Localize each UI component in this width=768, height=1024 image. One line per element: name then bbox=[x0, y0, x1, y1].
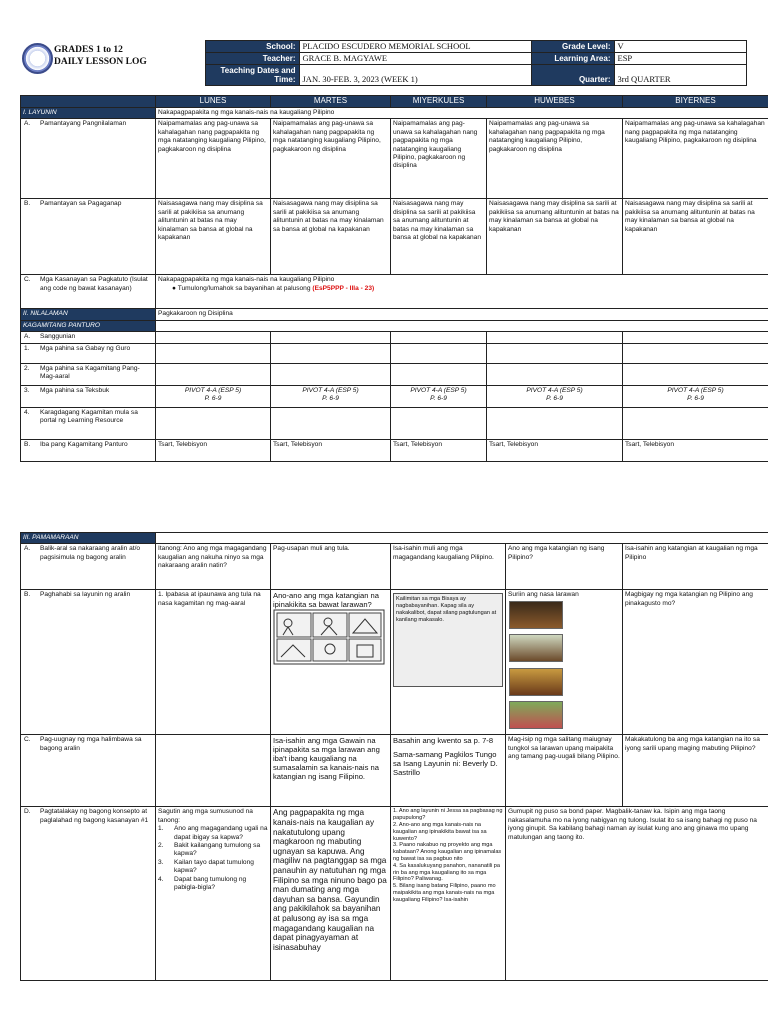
cell-blank bbox=[271, 363, 391, 385]
cell-iba-biyernes: Tsart, Telebisyon bbox=[623, 439, 768, 461]
kasanayan-bullet: ● Tumulong/lumahok sa bayanihan at palusong (EsP5PPP - IIIa - 23) bbox=[172, 284, 375, 292]
rd-lunes-intro: Sagutin ang mga sumusunod na tanong: bbox=[158, 808, 253, 824]
cell-blank bbox=[391, 343, 487, 363]
row-label: Iba pang Kagamitang Panturo bbox=[40, 440, 128, 448]
dates-value: JAN. 30-FEB. 3, 2023 (WEEK 1) bbox=[299, 65, 531, 86]
area-label: Learning Area: bbox=[531, 53, 614, 65]
kasanayan-code: (EsP5PPP - IIIa - 23) bbox=[312, 284, 375, 292]
header-logo-cell bbox=[20, 41, 205, 86]
rd-question-text: Dapat bang tumulong ng pabigla-bigla? bbox=[174, 875, 247, 892]
teksbuk-line2: P. 6-9 bbox=[204, 395, 222, 403]
cell-rd-lunes bbox=[156, 807, 271, 981]
rc-miyerkules-line1: Basahin ang kwento sa p. 7-8 bbox=[393, 736, 494, 746]
cell-rc-miyerkules bbox=[391, 735, 506, 807]
cell-rc-huwebes: Mag-isip ng mga salitang maiugnay tungkol sa larawan upang maipakita ang tamang pag-uugali bilang Pilipino. bbox=[506, 735, 623, 807]
row-label-kagamitang-pang-mag-aaral bbox=[21, 363, 156, 385]
row-label-pagtatalakay bbox=[21, 807, 156, 981]
section-kagamitan: KAGAMITANG PANTURO bbox=[21, 320, 156, 331]
quarter-value: 3rd QUARTER bbox=[614, 65, 746, 86]
row-num: A. bbox=[24, 545, 31, 553]
school-value: PLACIDO ESCUDERO MEMORIAL SCHOOL bbox=[299, 41, 531, 53]
row-label: Paghahabi sa layunin ng aralin bbox=[40, 591, 131, 599]
photo-2-image bbox=[509, 634, 563, 662]
teksbuk-line1: PIVOT 4-A (ESP 5) bbox=[526, 386, 583, 394]
section-nilalaman: II. NILALAMAN bbox=[21, 309, 156, 320]
row-num: B. bbox=[24, 200, 31, 208]
row-label-teksbuk bbox=[21, 385, 156, 407]
cell-blank bbox=[156, 343, 271, 363]
nilalaman-text: Pagkakaroon ng Disiplina bbox=[156, 309, 768, 320]
rd-question bbox=[158, 825, 268, 842]
cell-teksbuk-huwebes bbox=[487, 385, 623, 407]
rd-question bbox=[158, 842, 268, 859]
cell-teksbuk-biyernes bbox=[623, 385, 768, 407]
cell-blank bbox=[156, 363, 271, 385]
cell-kasanayan bbox=[156, 275, 768, 309]
cell-ra-biyernes: Isa-isahin ang katangian at kaugalian ng mga Pilipino bbox=[623, 544, 768, 590]
cell-rc-biyernes: Makakatulong ba ang mga katangian na ito sa iyong sarili upang maging mabuting Pilipino? bbox=[623, 735, 768, 807]
teksbuk-line2: P. 6-9 bbox=[546, 395, 563, 403]
cell-b-biyernes: Naisasagawa nang may disiplina sa sarili at pakikiisa sa anumang alituntunin at batas na may kinalaman sa bansa at global na kapakanan bbox=[623, 199, 768, 275]
cell-blank bbox=[487, 332, 623, 343]
rd-miyerkules-q3: 3. Paano nakabuo ng proyekto ang mga kabataan? Anong kaugalian ang ipinamalas ng bawat isa sa pagbuo nito bbox=[393, 842, 502, 863]
title-line2: DAILY LESSON LOG bbox=[54, 56, 147, 67]
row-num: B. bbox=[24, 440, 31, 448]
rd-miyerkules-q4: 4. Sa kasalukuyang panahon, nananatili pa rin ba ang mga kaugaliang ito sa mga Filipino? Paliwanag. bbox=[393, 862, 500, 883]
row-label-pamantayang-pangnilalaman bbox=[21, 119, 156, 199]
cell-teksbuk-miyerkules bbox=[391, 385, 487, 407]
section-pamamaraan: III. PAMAMARAAN bbox=[21, 533, 156, 544]
cell-blank bbox=[271, 407, 391, 439]
lesson-table-objectives bbox=[20, 95, 768, 462]
teksbuk-line1: PIVOT 4-A (ESP 5) bbox=[302, 386, 359, 394]
cell-blank bbox=[623, 332, 768, 343]
row-label: Sanggunian bbox=[40, 333, 76, 341]
rb-huwebes-text: Suriin ang nasa larawan bbox=[508, 591, 579, 599]
cell-ra-lunes: Itanong: Ano ang mga magagandang kaugalian ang nakuha ninyo sa mga nakaraang aralin natin? bbox=[156, 544, 271, 590]
row-label-pag-uugnay bbox=[21, 735, 156, 807]
cell-b-miyerkules: Naisasagawa nang may disiplina sa sarili at pakikiisa sa anumang alituntunin at batas na may kinalaman sa bansa at global na kapakanan bbox=[391, 199, 487, 275]
lesson-table-procedure bbox=[20, 532, 768, 981]
cell-a-martes: Naipamamalas ang pag-unawa sa kahalagahan nang pagpapakita ng mga natatanging kaugaliang Pilipino, pagkakaroon ng disiplina bbox=[271, 119, 391, 199]
deped-seal-icon bbox=[22, 43, 53, 74]
cell-b-martes: Naisasagawa nang may disiplina sa sarili at pakikiisa sa anumang alituntunin at batas na may kinalaman sa bansa at global na kapakanan bbox=[271, 199, 391, 275]
cell-rb-miyerkules bbox=[391, 590, 506, 735]
teksbuk-line2: P. 6-9 bbox=[322, 395, 339, 403]
cell-blank bbox=[156, 735, 271, 807]
grade-value: V bbox=[614, 41, 746, 53]
photo-4-image bbox=[509, 701, 563, 729]
row-num: B. bbox=[24, 591, 31, 599]
row-label: Karagdagang Kagamitan mula sa portal ng Learning Resource bbox=[40, 408, 138, 425]
quarter-label: Quarter: bbox=[531, 65, 614, 86]
row-num: A. bbox=[24, 333, 31, 341]
cell-a-huwebes: Naipamamalas ang pag-unawa sa kahalagahan nang pagpapakita ng mga natatanging kaugaliang Pilipino, pagkakaroon ng disiplina bbox=[487, 119, 623, 199]
cell-a-miyerkules: Naipamamalas ang pag-unawa sa kahalagahan nang pagpapakita ng mga natatanging kaugaliang Pilipino, pagkakaroon ng disiplina bbox=[391, 119, 487, 199]
teksbuk-line2: P. 6-9 bbox=[430, 395, 447, 403]
dates-label: Teaching Dates and Time: bbox=[205, 65, 299, 86]
cell-rd-martes: Ang pagpapakita ng mga kanais-nais na kaugalian ay nakatutulong upang magkaroon ng mabuting ugnayan sa kapuwa. Ang magiliw na pagtanggap sa mga panauhin ay natutuhan ng mga Filipino sa mga ninuno bago pa man dumating ang mga dayuhan sa bansa. Gayundin ang pakikilahok sa bayanihan at palusong ay isa sa mga magagandang kaugalian na dapat pinagyayaman at isinasabuhay bbox=[271, 807, 391, 981]
photo-1-image bbox=[509, 601, 563, 629]
cell-blank bbox=[487, 407, 623, 439]
row-label-iba-pang-kagamitan bbox=[21, 439, 156, 461]
cell-b-huwebes: Naisasagawa nang may disiplina sa sarili at pakikiisa sa anumang alituntunin at batas na may kinalaman sa bansa at global na kapakanan bbox=[487, 199, 623, 275]
day-header-biyernes: BIYERNES bbox=[623, 96, 768, 108]
day-header-martes: MARTES bbox=[271, 96, 391, 108]
cell-rb-huwebes bbox=[506, 590, 623, 735]
photo-collage-image bbox=[508, 600, 620, 734]
cell-b-lunes: Naisasagawa nang may disiplina sa sarili at pakikiisa sa anumang alituntunin at batas na may kinalaman sa bansa at global na kapakanan bbox=[156, 199, 271, 275]
cell-blank bbox=[391, 407, 487, 439]
header-table bbox=[20, 40, 747, 86]
row-num: 1. bbox=[24, 344, 30, 352]
teksbuk-line1: PIVOT 4-A (ESP 5) bbox=[667, 386, 724, 394]
day-header-huwebes: HUWEBES bbox=[487, 96, 623, 108]
rd-question-text: Bakit kailangang tumulong sa kapwa? bbox=[174, 842, 261, 858]
row-num: 2. bbox=[24, 364, 30, 372]
rd-question-num: 2. bbox=[158, 842, 164, 850]
day-header-lunes: LUNES bbox=[156, 96, 271, 108]
row-label-paghahabi bbox=[21, 590, 156, 735]
cell-blank bbox=[156, 332, 271, 343]
row-label: Pag-uugnay ng mga halimbawa sa bagong aralin bbox=[40, 736, 142, 752]
cell-rb-biyernes: Magbigay ng mga katangian ng Pilipino ang pinakagusto mo? bbox=[623, 590, 768, 735]
row-label: Pagtatalakay ng bagong konsepto at paglalahad ng bagong kasanayan #1 bbox=[40, 808, 149, 824]
cell-blank bbox=[623, 363, 768, 385]
row-num: D. bbox=[24, 808, 31, 816]
row-num: A. bbox=[24, 120, 31, 128]
rd-question-text: Ano ang magagandang ugali na dapat ibigay sa kapwa? bbox=[174, 825, 268, 841]
kasanayan-text: Nakapagpapakita ng mga kanais-nais na kaugaliang Pilipino bbox=[158, 276, 335, 284]
cell-blank bbox=[623, 343, 768, 363]
row-label: Pamantayang Pangnilalaman bbox=[40, 120, 127, 128]
cell-a-biyernes: Naipamamalas ang pag-unawa sa kahalagahan nang pagpapakita ng mga natatanging kaugaliang Pilipino, pagkakaroon ng disiplina bbox=[623, 119, 768, 199]
cell-teksbuk-martes bbox=[271, 385, 391, 407]
cell-iba-huwebes: Tsart, Telebisyon bbox=[487, 439, 623, 461]
teacher-label: Teacher: bbox=[205, 53, 299, 65]
rd-miyerkules-q1: 1. Ano ang layunin ni Jessa sa pagbasag ng papupulong? bbox=[393, 808, 503, 822]
rd-question bbox=[158, 876, 268, 893]
teksbuk-line1: PIVOT 4-A (ESP 5) bbox=[184, 386, 242, 394]
cell-ra-miyerkules: Isa-isahin muli ang mga magagandang kaugaliang Pilipino. bbox=[391, 544, 506, 590]
cell-rd-miyerkules bbox=[391, 807, 506, 981]
cell-blank bbox=[271, 332, 391, 343]
cell-blank bbox=[391, 332, 487, 343]
cell-ra-martes: Pag-usapan muli ang tula. bbox=[271, 544, 391, 590]
kagamitan-blank bbox=[156, 320, 768, 331]
rd-question-num: 1. bbox=[158, 825, 164, 833]
row-num: 3. bbox=[24, 386, 30, 394]
kasanayan-bullet-text: Tumulong/lumahok sa bayanihan at palusong bbox=[177, 284, 311, 292]
row-label: Mga pahina sa Kagamitang Pang-Mag-aaral bbox=[40, 364, 140, 381]
row-label: Mga pahina sa Gabay ng Guro bbox=[40, 344, 131, 352]
cell-blank bbox=[271, 343, 391, 363]
row-label: Pamantayan sa Pagaganap bbox=[40, 200, 122, 208]
story-text-image bbox=[393, 593, 503, 687]
cell-rd-huwebes-biyernes: Gumupit ng puso sa bond paper. Magbalik-tanaw ka. Isipin ang mga taong nakasalamuha mo na iyong nabigyan ng tulong. Isulat ito sa isang bahagi ng puso na iyong ginupit. Sa kabilang bahagi naman ay isulat kung ano ang ginawa mo upang matulungan ang taong ito. bbox=[506, 807, 768, 981]
area-value: ESP bbox=[614, 53, 746, 65]
cell-iba-martes: Tsart, Telebisyon bbox=[271, 439, 391, 461]
cell-blank bbox=[156, 407, 271, 439]
cell-rb-martes bbox=[271, 590, 391, 735]
cell-blank bbox=[623, 407, 768, 439]
rc-miyerkules-line2: Sama-samang Pagkilos Tungo sa Isang Layunin ni: Beverly D. Sastrillo bbox=[393, 750, 498, 778]
row-num: 4. bbox=[24, 408, 30, 416]
teksbuk-line1: PIVOT 4-A (ESP 5) bbox=[410, 386, 467, 394]
kaugalian-pictures-image bbox=[273, 609, 385, 665]
row-label-pamantayan-sa-paganap bbox=[21, 199, 156, 275]
cell-blank bbox=[487, 343, 623, 363]
rd-miyerkules-q5: 5. Bilang isang batang Filipino, paano mo maipakikita ang mga kanais-nais na mga kaugaliang Filipino? Isa-isahin bbox=[393, 883, 496, 903]
cell-rb-lunes: 1. Ipabasa at ipaunawa ang tula na nasa kagamitan ng mag-aaral bbox=[156, 590, 271, 735]
teacher-value: GRACE B. MAGYAWE bbox=[299, 53, 531, 65]
teksbuk-line2: P. 6-9 bbox=[687, 395, 704, 403]
cell-ra-huwebes: Ano ang mga katangian ng isang Pilipino? bbox=[506, 544, 623, 590]
photo-3-image bbox=[509, 668, 563, 696]
school-label: School: bbox=[205, 41, 299, 53]
row-label: Mga pahina sa Teksbuk bbox=[40, 386, 110, 394]
row-num: C. bbox=[24, 736, 31, 744]
row-label-karagdagang-kagamitan bbox=[21, 407, 156, 439]
cell-teksbuk-lunes bbox=[156, 385, 271, 407]
cell-a-lunes: Naipamamalas ang pag-unawa sa kahalagahan nang pagpapakita ng mga natatanging kaugaliang Pilipino, pagkakaroon ng disiplina bbox=[156, 119, 271, 199]
row-label-mga-kasanayan bbox=[21, 275, 156, 309]
day-header-miyerkules: MIYERKULES bbox=[391, 96, 487, 108]
row-label: Balik-aral sa nakaraang aralin at/o pagsisimula ng bagong aralin bbox=[40, 545, 141, 561]
rd-question-num: 4. bbox=[158, 875, 164, 883]
cell-blank bbox=[391, 363, 487, 385]
grade-label: Grade Level: bbox=[531, 41, 614, 53]
rd-question bbox=[158, 859, 268, 876]
day-header-blank bbox=[21, 96, 156, 108]
row-label: Mga Kasanayan sa Pagkatuto (Isulat ang code ng bawat kasanayan) bbox=[40, 276, 148, 292]
row-num: C. bbox=[24, 276, 31, 284]
title-line1: GRADES 1 to 12 bbox=[54, 44, 123, 55]
cell-iba-lunes: Tsart, Telebisyon bbox=[156, 439, 271, 461]
cell-iba-miyerkules: Tsart, Telebisyon bbox=[391, 439, 487, 461]
row-label-balik-aral bbox=[21, 544, 156, 590]
story-image-text: Kailimitan sa mga Bisaya ay nagbabayanihan. Kapag sila ay nakakalibot, dapat silang pagtulungan at kanilang makasalo. bbox=[396, 596, 497, 623]
pamamaraan-blank bbox=[156, 533, 768, 544]
cell-rc-martes: Isa-isahin ang mga Gawain na ipinapakita sa mga larawan ang iba't ibang kaugaliang na sumasalamin sa kanais-nais na katangian ng isang Filipino. bbox=[271, 735, 391, 807]
rd-miyerkules-q2: 2. Ano-ano ang mga kanais-nais na kaugalian ang ipinakikita bawat isa sa kuwento? bbox=[393, 822, 487, 842]
row-label-gabay-ng-guro bbox=[21, 343, 156, 363]
layunin-text: Nakapagpapakita ng mga kanais-nais na kaugaliang Pilipino bbox=[156, 108, 768, 119]
section-layunin: I. LAYUNIN bbox=[21, 108, 156, 119]
row-label-sanggunian bbox=[21, 332, 156, 343]
rd-question-text: Kailan tayo dapat tumulong kapwa? bbox=[174, 858, 254, 875]
cell-blank bbox=[487, 363, 623, 385]
rb-martes-text: Ano-ano ang mga katangian na ipinakikita sa bawat larawan? bbox=[273, 591, 379, 610]
rd-question-num: 3. bbox=[158, 858, 164, 866]
